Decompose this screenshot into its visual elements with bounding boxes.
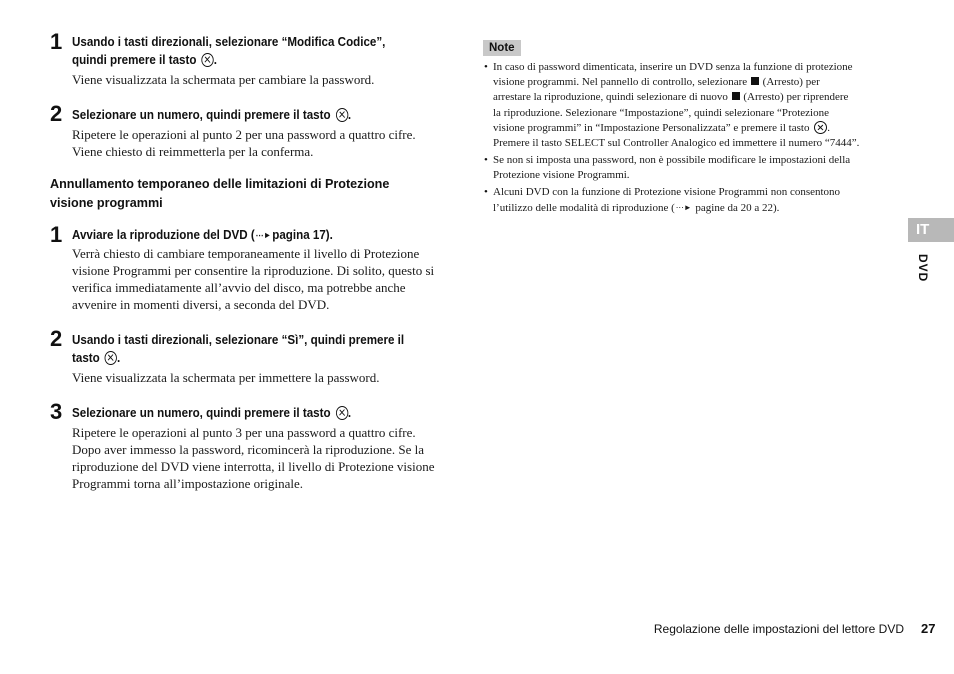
note-bullet-3: • [484,186,488,198]
note-bullet-2: • [484,154,488,166]
note-item-3-line1: Alcuni DVD con la funzione di Protezione visione Programmi non consentono [493,186,841,198]
step-1b-body-line2: visione Programmi per consentire la riproduzione. Di solito, questo si [72,263,435,278]
step-2-heading-text: Selezionare un numero, quindi premere il tasto [72,107,331,122]
note-item-3-line2-post: pagine da 20 a 22). [695,202,780,215]
note-item-1-line1: In caso di password dimenticata, inserire un DVD senza la funzione di protezione [493,61,853,73]
note-item-1-line3-post: (Arresto) per riprendere [743,91,849,104]
note-item-3 [493,185,898,216]
note-item-2-line2: Protezione visione Programmi. [493,169,630,182]
step-1b-heading [72,226,333,244]
step-1b-heading-post: pagina 17). [272,227,333,242]
step-1-heading-text: quindi premere il tasto [72,52,197,67]
step-1-heading-line1: Usando i tasti direzionali, selezionare “Modifica Codice”, [72,34,386,49]
note-item-2 [493,153,898,183]
step-2-body-line2: Viene chiesto di reimmetterla per la conferma. [72,144,314,159]
section-title-line2: visione programmi [50,196,163,210]
step-3b-number: 3 [50,399,63,424]
language-tab: IT [908,218,954,242]
step-1-body: Viene visualizzata la schermata per cambiare la password. [72,72,375,87]
page-ref-arrow-icon: ⋯► [255,230,272,240]
step-3b-heading: Selezionare un numero, quindi premere il tasto . [72,405,352,420]
note-item-1-line6: Premere il tasto SELECT sul Controller Analogico ed immettere il numero “7444”. [493,137,860,150]
note-bullet-1: • [484,61,488,73]
page-number: 27 [921,621,936,636]
step-3b-body-line3: riproduzione del DVD viene interrotta, il livello di Protezione visione [72,459,435,474]
step-1b-body-line4: avvenire in momenti diversi, a seconda del DVD. [72,297,330,312]
cross-button-icon [814,121,827,134]
step-2-body-line1: Ripetere le operazioni al punto 2 per una password a quattro cifre. [72,127,416,142]
note-item-1-line5 [493,121,898,136]
step-2-number: 2 [50,101,63,126]
note-item-1-line5-pre: visione programmi” in “Impostazione Personalizzata” e premere il tasto [493,121,810,134]
section-title-line1: Annullamento temporaneo delle limitazioni di Protezione [50,177,390,191]
note-item-1-line5-post: . [827,121,830,134]
step-1b-heading-pre: Avviare la riproduzione del DVD ( [72,227,255,242]
stop-square-icon [751,77,759,85]
step-1b-number: 1 [50,222,63,247]
footer-title: Regolazione delle impostazioni del lettore DVD [653,622,904,636]
section-side-label: DVD [916,254,930,283]
step-1-number: 1 [50,29,63,54]
cross-button-icon [336,406,348,420]
note-item-1-line3 [493,90,898,105]
note-item-1-line2-post: (Arresto) per [762,76,820,89]
step-3b-heading-text: Selezionare un numero, quindi premere il tasto [72,405,331,420]
note-item-3-line2-pre: l’utilizzo delle modalità di riproduzione ( [493,202,675,215]
step-1b-body-line3: verifica immediatamente all’avvio del disco, ma potrebbe anche [72,280,406,295]
step-2b-heading-text: tasto [72,350,100,365]
step-3b-body-line1: Ripetere le operazioni al punto 3 per una password a quattro cifre. [72,425,416,440]
note-item-1-line3-pre: arrestare la riproduzione, quindi selezionare di nuovo [493,91,728,104]
step-2b-heading-line2: tasto . [72,350,121,365]
step-1-heading-line2: quindi premere il tasto . [72,52,218,67]
cross-button-icon [105,351,117,365]
step-3b-body-line4: Programmi torna all’impostazione originale. [72,476,304,491]
step-2b-number: 2 [50,326,63,351]
page-ref-arrow-icon: ⋯► [675,203,692,213]
step-2b-heading-line1: Usando i tasti direzionali, selezionare “Sì”, quindi premere il [72,332,405,347]
step-1b-body-line1: Verrà chiesto di cambiare temporaneamente il livello di Protezione [72,246,420,261]
cross-button-icon [201,53,213,67]
note-item-1 [493,60,898,151]
cross-button-icon [336,108,348,122]
step-2-heading: Selezionare un numero, quindi premere il tasto . [72,107,352,122]
note-item-2-line1: Se non si imposta una password, non è possibile modificare le impostazioni della [493,154,851,166]
step-2b-body: Viene visualizzata la schermata per immettere la password. [72,370,380,385]
note-item-1-line2-pre: visione programmi. Nel pannello di controllo, selezionare [493,76,748,89]
note-item-1-line2 [493,75,898,90]
step-3b-body-line2: Dopo aver immesso la password, ricomincerà la riproduzione. Se la [72,442,424,457]
note-item-3-line2 [493,200,898,216]
stop-square-icon [732,92,740,100]
note-item-1-line4: la riproduzione. Selezionare “Impostazione”, quindi selezionare “Protezione [493,106,829,119]
note-label: Note [483,40,521,56]
